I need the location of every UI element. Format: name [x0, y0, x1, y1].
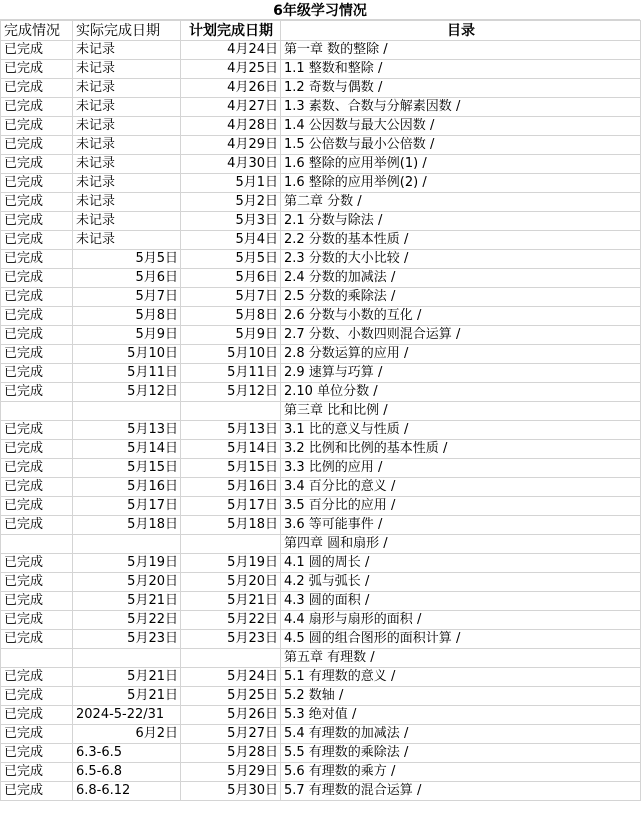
table-row: [1, 288, 641, 307]
table-row: [1, 459, 641, 478]
header-contents[interactable]: 目录: [281, 21, 641, 41]
table-row: [1, 573, 641, 592]
table-row: [1, 364, 641, 383]
actual-date-cell[interactable]: 5月8日: [73, 307, 181, 326]
planned-date-cell[interactable]: 5月27日: [181, 725, 281, 744]
actual-date-cell[interactable]: 6.3-6.5: [73, 744, 181, 763]
contents-cell[interactable]: 第一章 数的整除 /: [281, 41, 641, 60]
table-row: [1, 763, 641, 782]
table-row: [1, 497, 641, 516]
planned-date-cell[interactable]: 4月28日: [181, 117, 281, 136]
planned-date-cell[interactable]: 5月15日: [181, 459, 281, 478]
status-cell[interactable]: 已完成: [1, 668, 73, 687]
actual-date-cell[interactable]: 未记录: [73, 60, 181, 79]
status-cell[interactable]: 已完成: [1, 706, 73, 725]
actual-date-cell[interactable]: 5月5日: [73, 250, 181, 269]
status-cell[interactable]: 已完成: [1, 744, 73, 763]
actual-date-cell[interactable]: 6月2日: [73, 725, 181, 744]
contents-cell[interactable]: 5.6 有理数的乘方 /: [281, 763, 641, 782]
planned-date-cell[interactable]: 4月25日: [181, 60, 281, 79]
status-cell[interactable]: 已完成: [1, 592, 73, 611]
planned-date-cell[interactable]: 5月28日: [181, 744, 281, 763]
actual-date-cell[interactable]: 5月14日: [73, 440, 181, 459]
status-cell[interactable]: 已完成: [1, 193, 73, 212]
table-row: [1, 402, 641, 421]
table-row: [1, 744, 641, 763]
table-row: [1, 630, 641, 649]
status-cell[interactable]: 已完成: [1, 497, 73, 516]
status-cell[interactable]: 已完成: [1, 117, 73, 136]
contents-cell[interactable]: 2.2 分数的基本性质 /: [281, 231, 641, 250]
table-row: [1, 231, 641, 250]
contents-cell[interactable]: 2.9 速算与巧算 /: [281, 364, 641, 383]
planned-date-cell[interactable]: 4月26日: [181, 79, 281, 98]
planned-date-cell[interactable]: 5月16日: [181, 478, 281, 497]
contents-cell[interactable]: 4.1 圆的周长 /: [281, 554, 641, 573]
status-cell[interactable]: 已完成: [1, 421, 73, 440]
status-cell[interactable]: 已完成: [1, 554, 73, 573]
status-cell[interactable]: 已完成: [1, 630, 73, 649]
actual-date-cell[interactable]: 5月20日: [73, 573, 181, 592]
status-cell[interactable]: [1, 649, 73, 668]
actual-date-cell[interactable]: 未记录: [73, 136, 181, 155]
planned-date-cell[interactable]: 5月1日: [181, 174, 281, 193]
contents-cell[interactable]: 2.1 分数与除法 /: [281, 212, 641, 231]
contents-cell[interactable]: 5.2 数轴 /: [281, 687, 641, 706]
actual-date-cell[interactable]: 5月13日: [73, 421, 181, 440]
contents-cell[interactable]: 3.2 比例和比例的基本性质 /: [281, 440, 641, 459]
contents-cell[interactable]: 3.4 百分比的意义 /: [281, 478, 641, 497]
table-row: [1, 516, 641, 535]
table-row: [1, 345, 641, 364]
status-cell[interactable]: 已完成: [1, 383, 73, 402]
planned-date-cell[interactable]: 5月9日: [181, 326, 281, 345]
table-row: [1, 706, 641, 725]
table-row: [1, 79, 641, 98]
table-row: [1, 155, 641, 174]
table-row: [1, 554, 641, 573]
status-cell[interactable]: [1, 402, 73, 421]
planned-date-cell[interactable]: 5月10日: [181, 345, 281, 364]
table-row: [1, 478, 641, 497]
contents-cell[interactable]: 2.6 分数与小数的互化 /: [281, 307, 641, 326]
planned-date-cell[interactable]: 5月2日: [181, 193, 281, 212]
planned-date-cell[interactable]: 5月3日: [181, 212, 281, 231]
actual-date-cell[interactable]: 5月9日: [73, 326, 181, 345]
actual-date-cell[interactable]: 5月23日: [73, 630, 181, 649]
contents-cell[interactable]: 1.6 整除的应用举例(1) /: [281, 155, 641, 174]
table-row: [1, 269, 641, 288]
table-row: [1, 174, 641, 193]
status-cell[interactable]: 已完成: [1, 345, 73, 364]
actual-date-cell[interactable]: 6.5-6.8: [73, 763, 181, 782]
table-row: [1, 117, 641, 136]
contents-cell[interactable]: 1.5 公倍数与最小公倍数 /: [281, 136, 641, 155]
table-row: [1, 535, 641, 554]
planned-date-cell[interactable]: 5月12日: [181, 383, 281, 402]
contents-cell[interactable]: 5.5 有理数的乘除法 /: [281, 744, 641, 763]
planned-date-cell[interactable]: 5月6日: [181, 269, 281, 288]
planned-date-cell[interactable]: 5月29日: [181, 763, 281, 782]
contents-cell[interactable]: 4.3 圆的面积 /: [281, 592, 641, 611]
actual-date-cell[interactable]: 5月21日: [73, 668, 181, 687]
table-row: [1, 383, 641, 402]
status-cell[interactable]: 已完成: [1, 307, 73, 326]
actual-date-cell[interactable]: 未记录: [73, 212, 181, 231]
actual-date-cell[interactable]: 未记录: [73, 41, 181, 60]
actual-date-cell[interactable]: 未记录: [73, 117, 181, 136]
planned-date-cell[interactable]: 5月25日: [181, 687, 281, 706]
contents-cell[interactable]: 2.10 单位分数 /: [281, 383, 641, 402]
actual-date-cell[interactable]: 5月11日: [73, 364, 181, 383]
status-cell[interactable]: 已完成: [1, 288, 73, 307]
planned-date-cell[interactable]: 5月24日: [181, 668, 281, 687]
contents-cell[interactable]: 3.1 比的意义与性质 /: [281, 421, 641, 440]
table-row: [1, 307, 641, 326]
status-cell[interactable]: 已完成: [1, 364, 73, 383]
contents-cell[interactable]: 1.4 公因数与最大公因数 /: [281, 117, 641, 136]
planned-date-cell[interactable]: 5月8日: [181, 307, 281, 326]
contents-cell[interactable]: 5.1 有理数的意义 /: [281, 668, 641, 687]
actual-date-cell[interactable]: [73, 402, 181, 421]
planned-date-cell[interactable]: 4月30日: [181, 155, 281, 174]
status-cell[interactable]: 已完成: [1, 687, 73, 706]
header-planned-date[interactable]: 计划完成日期: [181, 21, 281, 41]
contents-cell[interactable]: 2.8 分数运算的应用 /: [281, 345, 641, 364]
table-row: [1, 649, 641, 668]
status-cell[interactable]: 已完成: [1, 250, 73, 269]
contents-cell[interactable]: 4.5 圆的组合图形的面积计算 /: [281, 630, 641, 649]
sheet-title: 6年级学习情况: [273, 2, 367, 19]
contents-cell[interactable]: 2.7 分数、小数四则混合运算 /: [281, 326, 641, 345]
contents-cell[interactable]: 第四章 圆和扇形 /: [281, 535, 641, 554]
planned-date-cell[interactable]: 5月20日: [181, 573, 281, 592]
contents-cell[interactable]: 5.3 绝对值 /: [281, 706, 641, 725]
contents-cell[interactable]: 2.4 分数的加减法 /: [281, 269, 641, 288]
table-row: [1, 98, 641, 117]
table-row: [1, 250, 641, 269]
table-row: [1, 782, 641, 801]
actual-date-cell[interactable]: 未记录: [73, 155, 181, 174]
status-cell[interactable]: 已完成: [1, 231, 73, 250]
actual-date-cell[interactable]: 5月15日: [73, 459, 181, 478]
status-cell[interactable]: 已完成: [1, 611, 73, 630]
table-row: [1, 326, 641, 345]
actual-date-cell[interactable]: 未记录: [73, 79, 181, 98]
planned-date-cell[interactable]: 5月26日: [181, 706, 281, 725]
contents-cell[interactable]: 2.3 分数的大小比较 /: [281, 250, 641, 269]
status-cell[interactable]: 已完成: [1, 516, 73, 535]
actual-date-cell[interactable]: 5月10日: [73, 345, 181, 364]
contents-cell[interactable]: 5.7 有理数的混合运算 /: [281, 782, 641, 801]
table-row: [1, 668, 641, 687]
table-row: [1, 687, 641, 706]
status-cell[interactable]: 已完成: [1, 79, 73, 98]
planned-date-cell[interactable]: 5月7日: [181, 288, 281, 307]
planned-date-cell[interactable]: 5月22日: [181, 611, 281, 630]
planned-date-cell[interactable]: 5月21日: [181, 592, 281, 611]
status-cell[interactable]: 已完成: [1, 440, 73, 459]
table-row: [1, 193, 641, 212]
contents-cell[interactable]: 3.5 百分比的应用 /: [281, 497, 641, 516]
planned-date-cell[interactable]: 4月24日: [181, 41, 281, 60]
planned-date-cell[interactable]: 4月27日: [181, 98, 281, 117]
sheet-title-cell[interactable]: [0, 0, 640, 20]
actual-date-cell[interactable]: 5月19日: [73, 554, 181, 573]
contents-cell[interactable]: 第五章 有理数 /: [281, 649, 641, 668]
actual-date-cell[interactable]: 2024-5-22/31: [73, 706, 181, 725]
actual-date-cell[interactable]: 未记录: [73, 231, 181, 250]
actual-date-cell[interactable]: [73, 535, 181, 554]
status-cell[interactable]: 已完成: [1, 326, 73, 345]
table-row: [1, 136, 641, 155]
status-cell[interactable]: 已完成: [1, 782, 73, 801]
header-row: [1, 21, 641, 41]
contents-cell[interactable]: 第二章 分数 /: [281, 193, 641, 212]
status-cell[interactable]: 已完成: [1, 60, 73, 79]
actual-date-cell[interactable]: 5月12日: [73, 383, 181, 402]
contents-cell[interactable]: 1.1 整数和整除 /: [281, 60, 641, 79]
table-row: [1, 41, 641, 60]
status-cell[interactable]: 已完成: [1, 98, 73, 117]
planned-date-cell[interactable]: 5月5日: [181, 250, 281, 269]
table-body: [1, 41, 641, 801]
contents-cell[interactable]: 第三章 比和比例 /: [281, 402, 641, 421]
planned-date-cell[interactable]: 5月23日: [181, 630, 281, 649]
contents-cell[interactable]: 2.5 分数的乘除法 /: [281, 288, 641, 307]
actual-date-cell[interactable]: 6.8-6.12: [73, 782, 181, 801]
planned-date-cell[interactable]: 5月18日: [181, 516, 281, 535]
contents-cell[interactable]: 1.6 整除的应用举例(2) /: [281, 174, 641, 193]
actual-date-cell[interactable]: 5月22日: [73, 611, 181, 630]
status-cell[interactable]: 已完成: [1, 459, 73, 478]
actual-date-cell[interactable]: 5月6日: [73, 269, 181, 288]
status-cell[interactable]: [1, 535, 73, 554]
contents-cell[interactable]: 4.2 弧与弧长 /: [281, 573, 641, 592]
actual-date-cell[interactable]: 未记录: [73, 98, 181, 117]
actual-date-cell[interactable]: 5月18日: [73, 516, 181, 535]
planned-date-cell[interactable]: [181, 535, 281, 554]
planned-date-cell[interactable]: 5月4日: [181, 231, 281, 250]
header-status[interactable]: 完成情况: [1, 21, 73, 41]
contents-cell[interactable]: 1.2 奇数与偶数 /: [281, 79, 641, 98]
table-row: [1, 212, 641, 231]
actual-date-cell[interactable]: 未记录: [73, 174, 181, 193]
planned-date-cell[interactable]: 5月11日: [181, 364, 281, 383]
contents-cell[interactable]: 3.6 等可能事件 /: [281, 516, 641, 535]
actual-date-cell[interactable]: 未记录: [73, 193, 181, 212]
planned-date-cell[interactable]: 5月14日: [181, 440, 281, 459]
status-cell[interactable]: 已完成: [1, 573, 73, 592]
table-row: [1, 592, 641, 611]
table-row: [1, 421, 641, 440]
status-cell[interactable]: 已完成: [1, 136, 73, 155]
table-row: [1, 440, 641, 459]
table-row: [1, 725, 641, 744]
planned-date-cell[interactable]: [181, 649, 281, 668]
table-row: [1, 611, 641, 630]
actual-date-cell[interactable]: 5月21日: [73, 592, 181, 611]
planned-date-cell[interactable]: 4月29日: [181, 136, 281, 155]
actual-date-cell[interactable]: 5月21日: [73, 687, 181, 706]
status-cell[interactable]: 已完成: [1, 478, 73, 497]
status-cell[interactable]: 已完成: [1, 763, 73, 782]
actual-date-cell[interactable]: [73, 649, 181, 668]
planned-date-cell[interactable]: 5月19日: [181, 554, 281, 573]
actual-date-cell[interactable]: 5月7日: [73, 288, 181, 307]
status-cell[interactable]: 已完成: [1, 155, 73, 174]
study-progress-table: [0, 20, 641, 801]
contents-cell[interactable]: 4.4 扇形与扇形的面积 /: [281, 611, 641, 630]
actual-date-cell[interactable]: 5月17日: [73, 497, 181, 516]
status-cell[interactable]: 已完成: [1, 212, 73, 231]
planned-date-cell[interactable]: [181, 402, 281, 421]
actual-date-cell[interactable]: 5月16日: [73, 478, 181, 497]
contents-cell[interactable]: 1.3 素数、合数与分解素因数 /: [281, 98, 641, 117]
planned-date-cell[interactable]: 5月30日: [181, 782, 281, 801]
planned-date-cell[interactable]: 5月13日: [181, 421, 281, 440]
contents-cell[interactable]: 5.4 有理数的加减法 /: [281, 725, 641, 744]
header-actual-date[interactable]: 实际完成日期: [73, 21, 181, 41]
contents-cell[interactable]: 3.3 比例的应用 /: [281, 459, 641, 478]
planned-date-cell[interactable]: 5月17日: [181, 497, 281, 516]
status-cell[interactable]: 已完成: [1, 41, 73, 60]
table-row: [1, 60, 641, 79]
status-cell[interactable]: 已完成: [1, 174, 73, 193]
status-cell[interactable]: 已完成: [1, 269, 73, 288]
status-cell[interactable]: 已完成: [1, 725, 73, 744]
